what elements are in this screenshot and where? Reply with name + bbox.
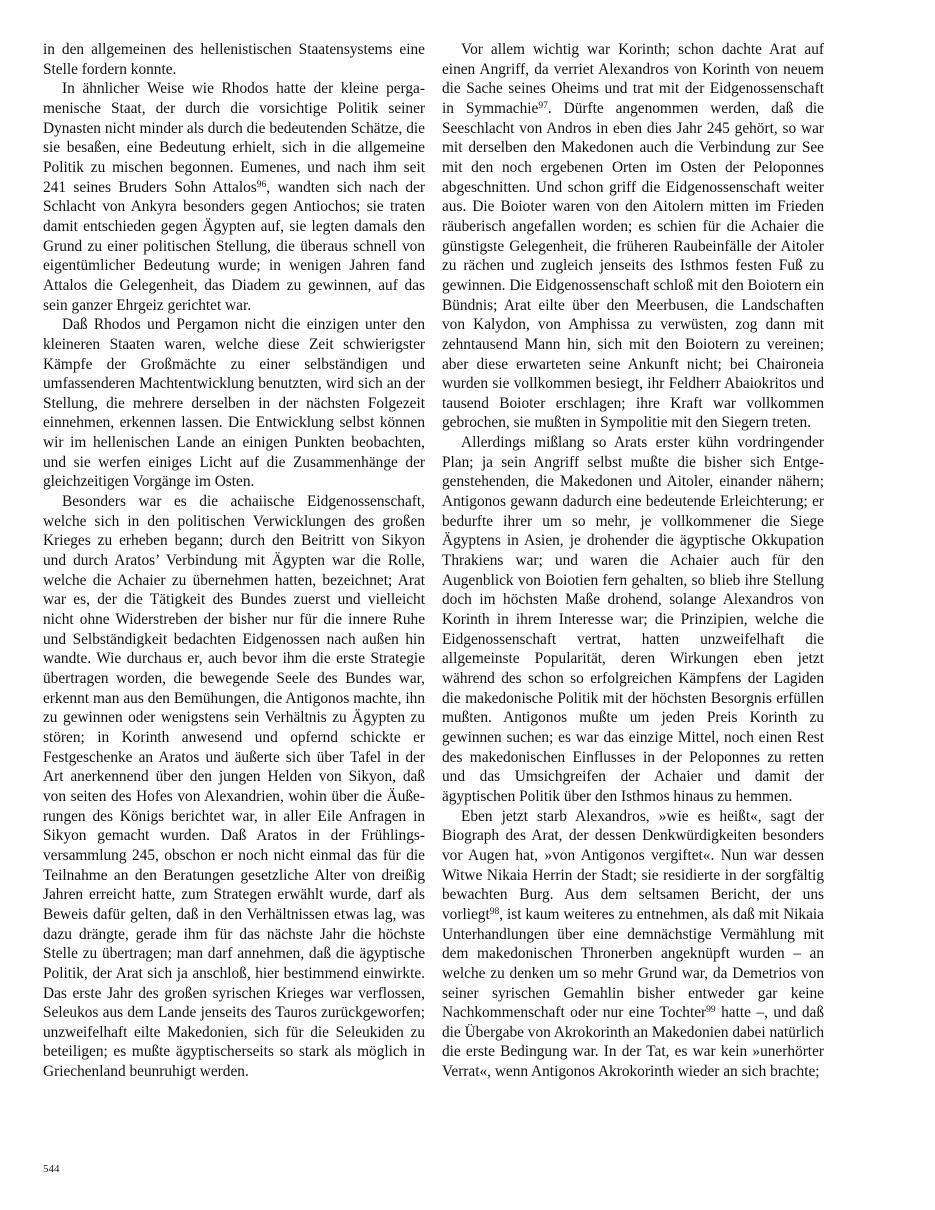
- left-column: [43, 40, 425, 1082]
- paragraph: [43, 40, 425, 79]
- paragraph: [43, 315, 425, 492]
- paragraph: [442, 807, 824, 1082]
- paragraph-text: , ist kaum weiteres zu entnehmen, als daß mit Nikaia Unterhandlungen über eine demnächstige Vermählung mit dem makedonischen Thronerben angeknüpft wurden – an welche zu denken um so mehr Grund war, da Demetrios von seiner syrischen Gemahlin bisher entweder gar keine Nachkommenschaft oder nur eine Tochter: [442, 905, 824, 1022]
- footnote-marker: 96: [256, 179, 267, 190]
- paragraph-text: In ähnlicher Weise wie Rhodos hatte der kleine pergamenische Staat, der durch die vorsichtige Politik seiner Dynasten nicht minder als durch die bedeutenden Schätze, die sie besaßen, eine Bedeutung erhielt, sich in die allgemeine Politik zu mischen begonnen. Eumenes, und nach ihm seit 241 seines Bruders Sohn Attalos: [43, 80, 425, 196]
- paragraph-text: Daß Rhodos und Pergamon nicht die einzigen unter den kleineren Staaten waren, welche diese Zeit schwierigster Kämpfe der Großmächte zu einer selbständigen und umfassenderen Machtentwicklung benutzten, wird sich an der Stellung, die mehrere derselben in der nächsten Folgezeit einnehmen, erkennen lassen. Die Entwicklung selbst können wir im hellenischen Lande an einigen Punkten beobachten, und sie werfen einiges Licht auf die Zusammenhänge der gleichzeitigen Vorgänge im Osten.: [43, 316, 425, 491]
- paragraph-text: Eben jetzt starb Alexandros, »wie es heißt«, sagt der Biograph des Arat, der dessen Denkwürdigkeiten besonders vor Augen hat, »von Antigonos vergiftet«. Nun war dessen Witwe Nikaia Herrin der Stadt; sie residierte in der sorgfältig bewachten Burg. Aus dem seltsamen Bericht, der uns vorliegt: [442, 807, 824, 923]
- paragraph-text: Vor allem wichtig war Korinth; schon dachte Arat auf einen Angriff, da verriet Alexandros von Korinth von neuem die Sache seines Oheims und trat mit der Eidgenossenschaft in Symmachie: [442, 41, 824, 117]
- footnote-marker: 99: [706, 1005, 716, 1016]
- paragraph-text: hatte –, und daß die Übergabe von Akrokorinth an Makedonien dabei natürlich die erste Bedingung war. In der Tat, es war kein »unerhörter Verrat«, wenn Antigonos Akrokorinth wieder an sich brachte;: [442, 1004, 824, 1081]
- paragraph-text: Allerdings mißlang so Arats erster kühn vordringender Plan; ja sein Angriff selbst mußte die bisher sich Entgegenstehenden, die Makedonen und Aitoler, einander nähern; Antigonos gewann dadurch eine bedeutende Erleichterung; er bedurfte ihrer um so mehr, je vollkommener die Siege Ägyptens in Asien, je drohender die ägyptische Okkupation Thrakiens war; und waren die Achaier auch für den Augenblick von Boiotien fern gehalten, so blieb ihre Stellung doch im höchsten Maße drohend, solange Alexandros von Korinth in ihrem Interesse war; die Prinzipien, welche die Eidgenossenschaft vertrat, hatten unzweifelhaft die allgemeinste Popularität, deren Wirkungen eben jetzt während des schon so erfolgreichen Kämpfens der Lagiden die makedonische Politik mit der höchsten Besorgnis erfüllen mußten. Antigonos mußte um jeden Preis Korinth zu gewinnen suchen; es war das einzige Mittel, noch einen Rest des makedonischen Einflusses in der Peloponnes zu retten und das Umsichgreifen der Achaier und damit der ägyptischen Politik über den Isthmos hinaus zu hemmen.: [442, 434, 824, 805]
- footnote-marker: 98: [489, 906, 500, 917]
- paragraph: [43, 79, 425, 315]
- right-column: [442, 40, 824, 1082]
- paragraph-text: , wandten sich nach der Schlacht von Ankyra besonders gegen Antiochos; sie traten damit entschieden gegen Ägypten auf, sie legten damals den Grund zu einer politischen Stellung, die überaus schnell von eigentümlicher Bedeutung wurde; in wenigen Jahren fand Attalos die Gelegenheit, das Diadem zu gewinnen, auf das sein ganzer Ehrgeiz gerichtet war.: [43, 178, 425, 314]
- footnote-marker: 97: [538, 100, 548, 111]
- paragraph-text: . Dürfte angenommen werden, daß die Seeschlacht von Andros in eben dies Jahr 245 gehört, so war mit derselben den Makedonen auch die Verbindung zur See mit den noch ergebenen Orten im Osten der Peloponnes abgeschnitten. Und schon griff die Eidgenossenschaft weiter aus. Die Boioter waren von den Aitolern mitten im Frieden räuberisch angefallen worden; es schien für die Achaier die günstigste Gelegenheit, die früheren Raubeinfälle der Aitoler zu rächen und zugleich jenseits des Isthmos festen Fuß zu gewinnen. Die Eidgenossenschaft schloß mit den Boiotern ein Bündnis; Arat eilte über den Meerbusen, die Landschaften von Kalydon, von Amphissa zu verwüsten, zog dann mit zehntausend Mann hin, sich mit den Boiotern zu vereinen; aber diese erwarteten seine Ankunft nicht; bei Chaironeia wurden sie vollkommen besiegt, ihr Feldherr Abaiokritos und tausend Boioter erschlagen; ihre Kraft war vollkommen gebrochen, sie mußten in Sympolitie mit den Siegern treten.: [442, 99, 824, 432]
- paragraph: [442, 40, 824, 433]
- paragraph-text: in den allgemeinen des hellenistischen Staatensystems eine Stelle fordern konnte.: [43, 41, 425, 78]
- paragraph: [442, 433, 824, 806]
- paragraph: [43, 492, 425, 1082]
- page-number: 544: [43, 1163, 60, 1175]
- paragraph-text: Besonders war es die achaiische Eidgenossenschaft, welche sich in den politischen Verwicklungen des großen Krieges zu erheben begann; durch den Beitritt von Sikyon und durch Aratos’ Verbindung mit Ägypten war die Rolle, welche die Achaier zu übernehmen hatten, bezeichnet; Arat war es, der die Tätigkeit des Bundes zuerst und vielleicht nicht ohne Widerstreben der bisher nur für die innere Ruhe und Selbständigkeit bedachten Eidgenossen nach außen hin wandte. Wie durchaus er, auch bevor ihm die erste Strategie übertragen worden, die bewegende Seele des Bundes war, erkennt man aus den Bemühungen, die Antigonos machte, ihn zu gewinnen oder wenigstens sein Verhältnis zu Ägypten zu stören; in Korinth anwesend und opfernd schickte er Festgeschenke an Aratos und äußerte sich über Tafel in der Art anerkennend über den jungen Helden von Sikyon, daß von seiten des Hofes von Alexandrien, wohin über die Äußerungen des Königs berichtet war, in aller Eile Anfragen in Sikyon gemacht wurden. Daß Aratos in der Frühlingsversammlung 245, obschon er noch nicht einmal das für die Teilnahme an den Beratungen gesetzliche Alter von dreißig Jahren erreicht hatte, zum Strategen erwählt wurde, darf als Beweis dafür gelten, daß in den Verhältnissen etwas lag, was dazu drängte, gerade ihm für das nächste Jahr die höchste Stelle zu übertragen; man darf annehmen, daß die ägyptische Politik, der Arat sich ja anschloß, hier bestimmend einwirkte. Das erste Jahr des großen syrischen Krieges war verflossen, Seleukos aus dem Lande jenseits des Tauros zurückgeworfen; unzweifelhaft eilte Makedonien, sich für die Seleukiden zu beteiligen; es mußte ägyptischerseits so stark als möglich in Griechenland beunruhigt werden.: [43, 493, 425, 1081]
